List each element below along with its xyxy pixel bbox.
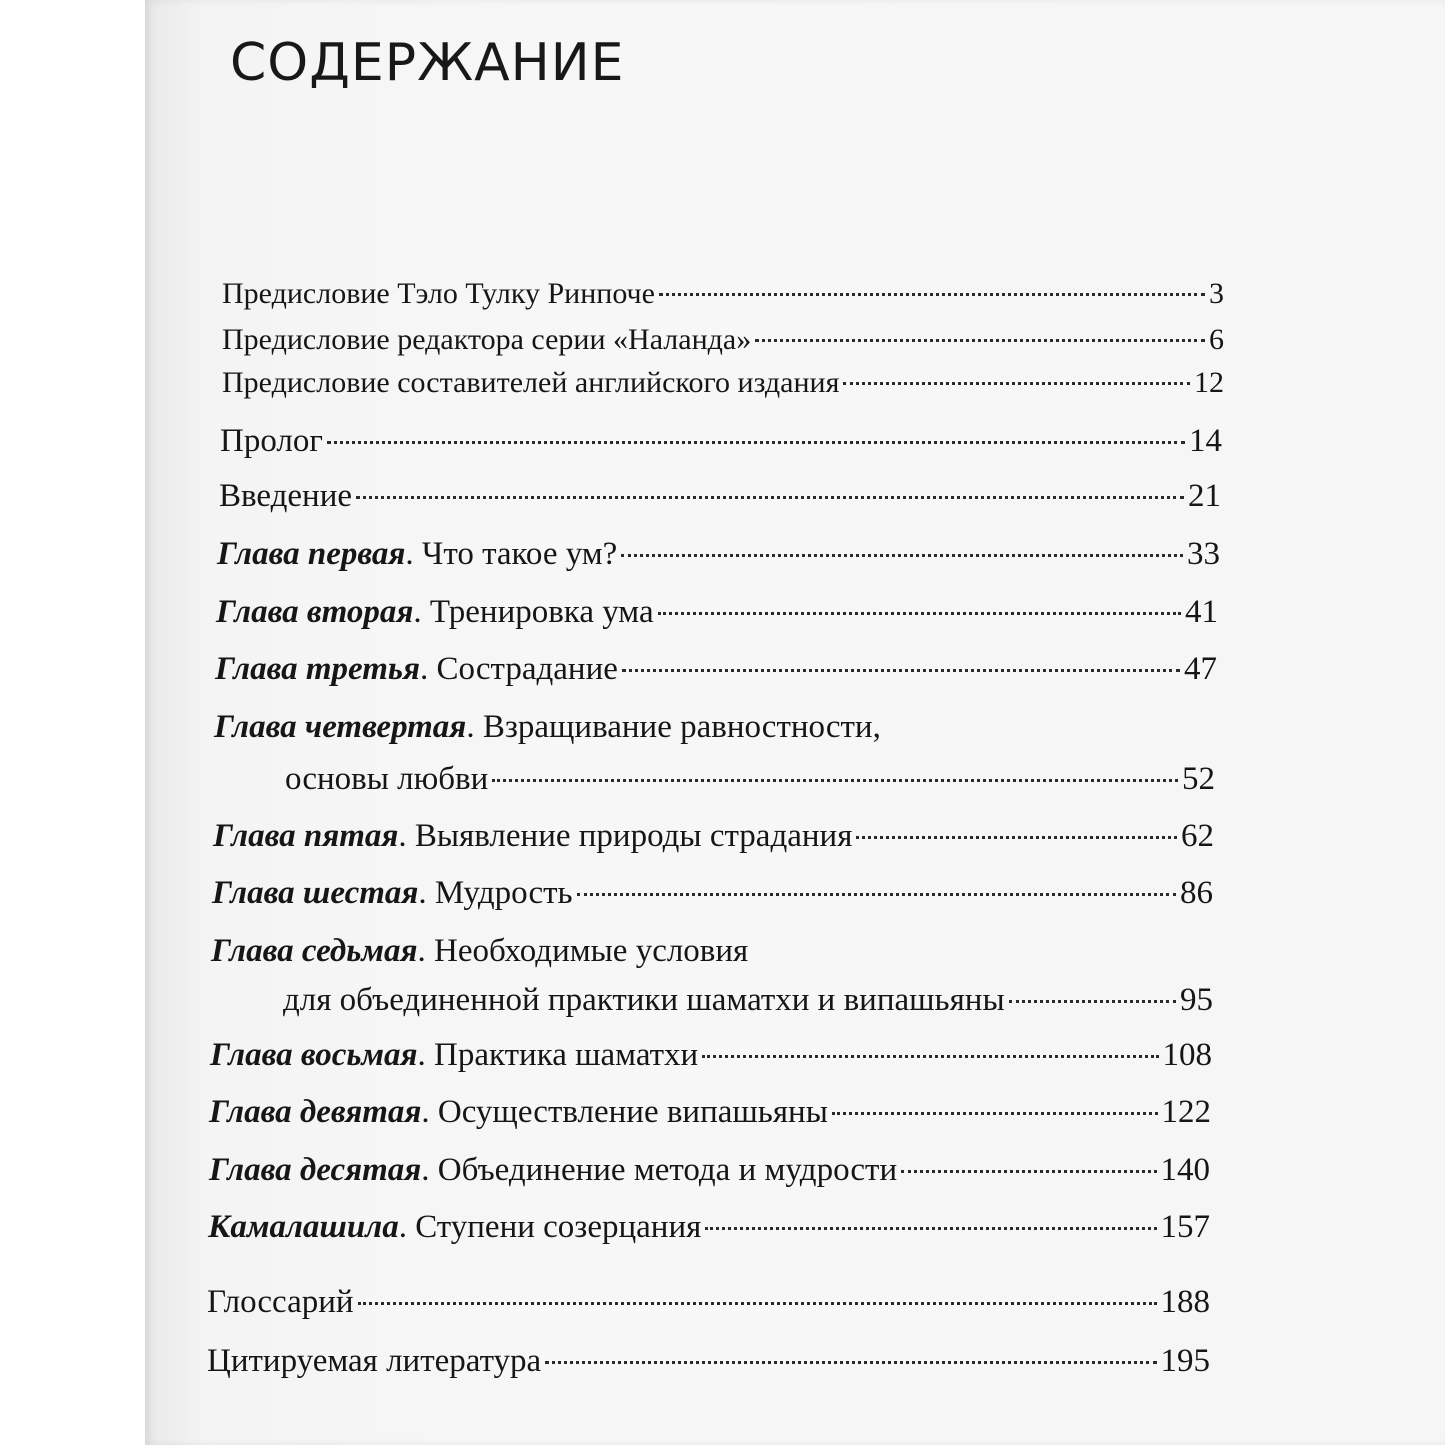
toc-entry-foreword-thelo — [222, 277, 1224, 311]
toc-entry-chapter-7-title: Глава седьмая. Необходимые условия — [211, 933, 749, 969]
toc-entry-prologue — [220, 423, 1222, 460]
dot-leader — [856, 836, 1177, 839]
toc-entry-page: 188 — [1160, 1284, 1210, 1320]
toc-entry-label: Глава шестая. Мудрость — [212, 875, 573, 911]
dot-leader — [702, 1055, 1158, 1058]
toc-entry-page: 140 — [1160, 1152, 1210, 1188]
toc-entry-page: 21 — [1188, 478, 1221, 514]
dot-leader — [1009, 1000, 1176, 1003]
toc-entry-chapter-4-title: Глава четвертая. Взращивание равностности, — [214, 709, 881, 745]
toc-entry-label: Глава десятая. Объединение метода и мудрости — [209, 1152, 898, 1188]
dot-leader — [622, 669, 1180, 672]
dot-leader — [358, 1302, 1157, 1305]
toc-entry-label: Предисловие составителей английского издания — [222, 366, 840, 399]
toc-entry-page: 122 — [1161, 1094, 1211, 1130]
toc-entry-label: Глава восьмая. Практика шаматхи — [210, 1037, 699, 1073]
toc-entry-page: 62 — [1181, 818, 1214, 854]
toc-entry-label: Глава вторая. Тренировка ума — [216, 594, 654, 630]
toc-entry-chapter-8 — [210, 1037, 1212, 1074]
dot-leader — [545, 1361, 1156, 1364]
toc-entry-introduction — [219, 478, 1221, 515]
toc-entry-chapter-7 — [283, 982, 1213, 1019]
toc-entry-page: 33 — [1187, 536, 1220, 572]
toc-entry-chapter-5 — [213, 818, 1214, 855]
toc-entry-page: 14 — [1189, 423, 1222, 459]
toc-entry-label: Предисловие редактора серии «Наланда» — [222, 323, 752, 356]
dot-leader — [755, 339, 1205, 342]
toc-entry-label: Предисловие Тэло Тулку Ринпоче — [222, 277, 655, 310]
toc-entry-chapter-1 — [217, 536, 1220, 573]
dot-leader — [658, 612, 1181, 615]
toc-entry-label: для объединенной практики шаматхи и випашьяны — [283, 982, 1005, 1018]
toc-entry-label: основы любви — [285, 761, 489, 797]
toc-entry-label: Глава пятая. Выявление природы страдания — [213, 818, 853, 854]
toc-entry-chapter-4 — [285, 761, 1215, 798]
toc-entry-page: 52 — [1182, 761, 1215, 797]
toc-entry-cited-literature — [207, 1343, 1210, 1380]
dot-leader — [577, 893, 1176, 896]
toc-entry-page: 12 — [1194, 366, 1224, 399]
toc-entry-label: Пролог — [220, 423, 323, 459]
toc-entry-page: 86 — [1180, 875, 1213, 911]
toc-entry-label: Глава третья. Сострадание — [215, 651, 618, 687]
toc-entry-label: Камалашила. Ступени созерцания — [208, 1209, 702, 1245]
dot-leader — [659, 293, 1205, 296]
dot-leader — [705, 1227, 1156, 1230]
toc-entry-chapter-10 — [209, 1152, 1210, 1189]
dot-leader — [327, 441, 1185, 444]
toc-entry-chapter-2 — [216, 594, 1218, 631]
dot-leader — [901, 1170, 1156, 1173]
toc-entry-page: 3 — [1209, 277, 1224, 310]
toc-entry-foreword-compilers — [222, 366, 1224, 400]
toc-entry-label: Цитируемая литература — [207, 1343, 542, 1379]
toc-entry-page: 157 — [1160, 1209, 1210, 1245]
toc-entry-kamalashila — [208, 1209, 1210, 1246]
toc-entry-label: Глава девятая. Осуществление випашьяны — [209, 1094, 828, 1130]
toc-entry-page: 47 — [1184, 651, 1217, 687]
toc-entry-label: Глава первая. Что такое ум? — [217, 536, 618, 572]
toc-entry-chapter-6 — [212, 875, 1213, 912]
toc-entry-chapter-9 — [209, 1094, 1211, 1131]
dot-leader — [843, 382, 1190, 385]
toc-entry-page: 108 — [1162, 1037, 1212, 1073]
toc-entry-glossary — [207, 1284, 1210, 1321]
toc-entry-label: Введение — [219, 478, 353, 514]
dot-leader — [621, 554, 1183, 557]
toc-entry-page: 95 — [1180, 982, 1213, 1018]
toc-entry-page: 195 — [1160, 1343, 1210, 1379]
toc-entry-page: 6 — [1209, 323, 1224, 356]
toc-entry-page: 41 — [1185, 594, 1218, 630]
toc-entry-chapter-3 — [215, 651, 1217, 688]
toc-title: СОДЕРЖАНИЕ — [230, 33, 625, 93]
dot-leader — [356, 496, 1184, 499]
dot-leader — [832, 1112, 1158, 1115]
dot-leader — [492, 779, 1178, 782]
toc-entry-label: Глоссарий — [207, 1284, 354, 1320]
toc-entry-foreword-editor — [222, 323, 1224, 357]
